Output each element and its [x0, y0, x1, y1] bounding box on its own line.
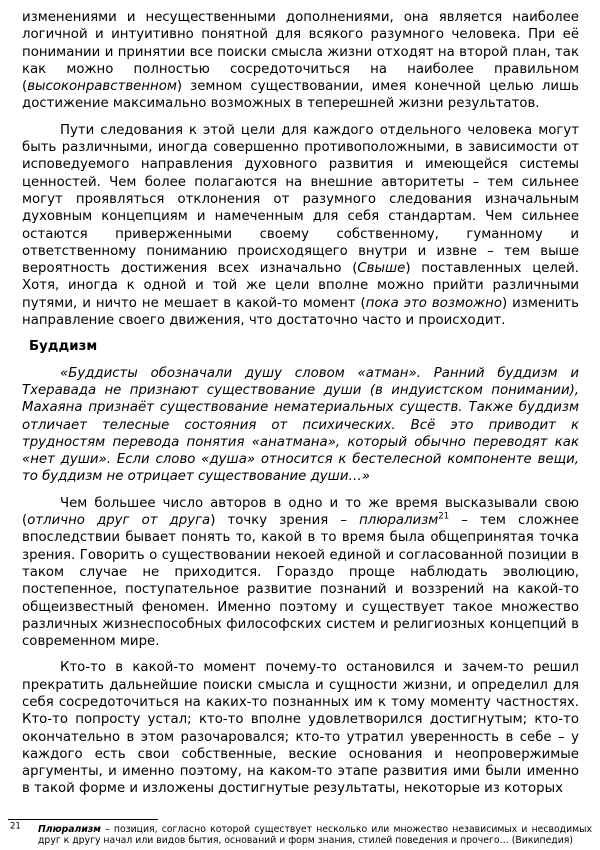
text-segment: пока это возможно — [365, 295, 502, 311]
text-segment: высоконравственном — [27, 79, 177, 95]
paragraph — [22, 659, 579, 797]
footnote-ref: 21 — [438, 511, 450, 522]
text-segment: отлично друг от друга — [27, 513, 211, 529]
paragraph — [22, 495, 579, 651]
text-segment: Плюрализм — [38, 823, 101, 835]
text-segment: ) точку зрения – — [210, 513, 360, 529]
text-segment: Пути следования к этой цели для каждого отдельного человека могут быть различными, иногда совершенно противоположными, в зависимости от исповедуемого направления духовного развития и имеющейся системы ценностей. Чем более полагаются на внешние авторитеты – тем сильнее могут проявляться отклонения от разумного следования изначальным духовным концепциям и намеченным для себя стандартам. Чем сильнее остаются приверженными своему собственному, гуманному и ответственному пониманию происходящего внутри и извне – тем выше вероятность достижения всех изначально ( — [22, 122, 579, 277]
paragraph — [22, 9, 579, 113]
footnote-text — [38, 824, 592, 847]
document-content — [22, 9, 579, 798]
footnote — [8, 819, 592, 847]
text-segment: ) поставленных целей. Хотя, иногда к одной и той же цели вполне можно прийти различными путями, и ничто не мешает в какой-то момент ( — [22, 261, 579, 311]
text-segment: Свыше — [357, 261, 406, 277]
text-segment: ) изменить направление своего движения, что достаточно часто и происходит. — [22, 295, 579, 329]
text-segment: – позиция, согласно которой существует несколько или множество независимых и несводимых друг к другу начал или видов бытия, оснований и форм знания, стилей поведения и прочего… (Википедия) — [38, 823, 592, 847]
text-segment: плюрализм — [359, 513, 439, 529]
footnote-marker — [8, 821, 38, 847]
footnote-separator — [8, 819, 158, 820]
footnote-number: 21 — [10, 821, 21, 832]
text-segment: – тем сложнее впоследствии бывает понять то, какой в то время была общепринятая точка зрения. Говорить о существовании некоей единой и согласованной позиции в таком случае не приходится. Гораздо проще наблюдать эволюцию, постепенное, поступательное развитие познаний и воззрений на какой-то общеизвестный феномен. Именно поэтому и существует такое множество различных жизнеспособных философских систем и религиозных концепций в современном мире. — [22, 513, 579, 650]
footnote-body — [8, 821, 592, 847]
quote — [22, 365, 579, 486]
section-heading — [29, 338, 579, 355]
text-segment: Буддизм — [29, 339, 98, 355]
text-segment: ) земном существовании, имея конечной целью лишь достижение максимально возможных в теперешней жизни результатов. — [22, 79, 579, 112]
text-segment: Чем большее число авторов в одно и то же время высказывали свою ( — [22, 495, 579, 529]
text-segment: «Буддисты обозначали душу словом «атман». Ранний буддизм и Тхеравада не признают существование души (в индуистском понимании), Махаяна признаёт существование нематериальных существ. Также буддизм отличает телесные состояния от психических. Всё это приводит к трудностям перевода понятия «анатмана», который обычно переводят как «нет души». Если слово «душа» относится к бестелесной компоненте вещи, то буддизм не отрицает существование души…» — [22, 365, 579, 485]
paragraph — [22, 122, 579, 330]
text-segment: Кто-то в какой-то момент почему-то остановился и зачем-то решил прекратить дальнейшие поиски смысла и сущности жизни, и определил для себя сосредоточиться на каких-то познанных им к тому моменту частностях. Кто-то попросту устал; кто-то вполне удовлетворился достигнутым; кто-то окончательно в этом разочаровался; кто-то утратил уверенность в себе – у каждого есть свои собственные, веские основания и неопровержимые аргументы, и именно поэтому, на каком-то этапе развития ими были именно в такой форме и изложены достигнутые результаты, некоторые из которых — [22, 660, 579, 797]
text-segment: изменениями и несущественными дополнениями, она является наиболее логичной и интуитивно понятной для всякого разумного человека. При её понимании и принятии все поиски смысла жизни отходят на второй план, так как можно полностью сосредоточиться на наиболее правильном ( — [22, 10, 579, 95]
